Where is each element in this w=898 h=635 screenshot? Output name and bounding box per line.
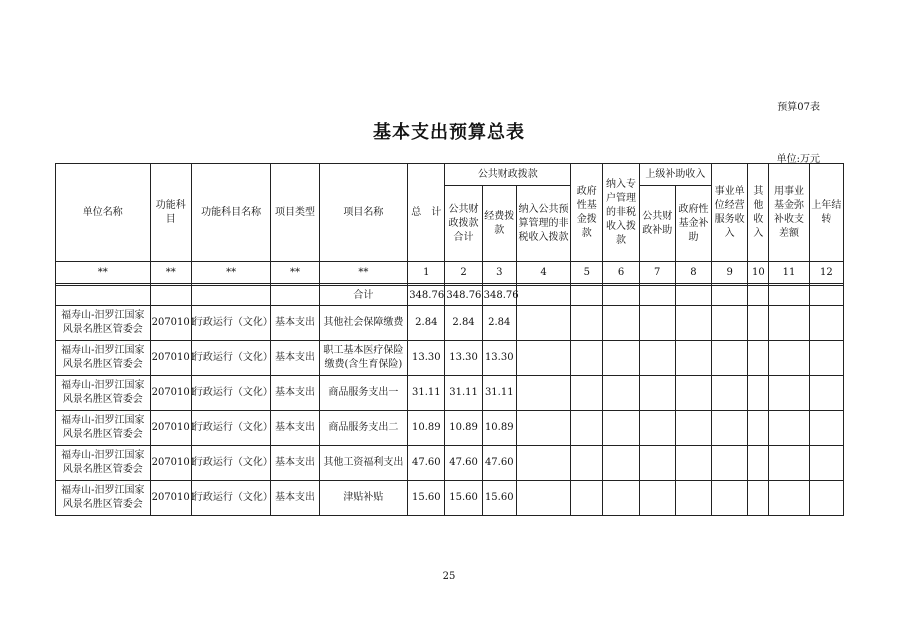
func-code-cell: 2070101	[150, 376, 191, 411]
empty-cell	[748, 306, 769, 341]
func-code-cell: 2070101	[150, 411, 191, 446]
empty-cell	[603, 446, 639, 481]
func-name-cell: 行政运行（文化）	[191, 306, 271, 341]
col-service-income: 事业单位经营服务收入	[712, 164, 748, 262]
index-cell: 7	[639, 262, 675, 284]
col-operating: 经费拨款	[482, 186, 516, 262]
unit-name-cell: 福寿山-汨罗江国家风景名胜区管委会	[56, 376, 151, 411]
empty-cell	[769, 446, 809, 481]
empty-cell	[712, 306, 748, 341]
index-cell: 6	[603, 262, 639, 284]
empty-cell	[639, 481, 675, 516]
empty-cell	[571, 446, 603, 481]
col-other-income: 其他收入	[748, 164, 769, 262]
public-total-cell: 31.11	[445, 376, 482, 411]
table-row	[56, 306, 844, 341]
index-cell: **	[150, 262, 191, 284]
index-cell: 10	[748, 262, 769, 284]
empty-cell	[571, 341, 603, 376]
empty-cell	[571, 376, 603, 411]
func-code-cell: 2070101	[150, 306, 191, 341]
operating-cell: 15.60	[482, 481, 516, 516]
total-operating-value: 348.76	[482, 286, 516, 306]
empty-cell	[748, 341, 769, 376]
col-superior-fund: 政府性基金补助	[675, 186, 711, 262]
empty-cell	[675, 411, 711, 446]
empty-cell	[809, 306, 843, 341]
empty-cell	[712, 481, 748, 516]
page-number: 25	[442, 571, 456, 582]
item-type-cell: 基本支出	[271, 446, 319, 481]
index-cell: 12	[809, 262, 843, 284]
empty-cell	[675, 341, 711, 376]
func-name-cell: 行政运行（文化）	[191, 446, 271, 481]
unit-name-cell: 福寿山-汨罗江国家风景名胜区管委会	[56, 341, 151, 376]
page-title: 基本支出预算总表	[373, 122, 525, 143]
total-label: 合计	[319, 286, 408, 306]
col-gov-fund: 政府性基金拨款	[571, 164, 603, 262]
col-func-name: 功能科目名称	[191, 164, 271, 262]
col-carryover: 上年结转	[809, 164, 843, 262]
empty-cell	[516, 376, 570, 411]
header-row-1	[56, 164, 844, 186]
col-superior-group: 上级补助收入	[639, 164, 711, 186]
total-public-value: 348.76	[445, 286, 482, 306]
col-func-code: 功能科目	[150, 164, 191, 262]
item-name-cell: 其他工资福利支出	[319, 446, 408, 481]
empty-cell	[603, 306, 639, 341]
table-row	[56, 481, 844, 516]
item-name-cell: 商品服务支出二	[319, 411, 408, 446]
col-special-nontax: 纳入专户管理的非税收入拨款	[603, 164, 639, 262]
total-value: 348.76	[408, 286, 445, 306]
empty-cell	[769, 481, 809, 516]
total-cell: 10.89	[408, 411, 445, 446]
total-cell: 47.60	[408, 446, 445, 481]
public-total-cell: 15.60	[445, 481, 482, 516]
empty-cell	[809, 376, 843, 411]
unit-name-cell: 福寿山-汨罗江国家风景名胜区管委会	[56, 306, 151, 341]
empty-cell	[603, 411, 639, 446]
col-item-type: 项目类型	[271, 164, 319, 262]
col-public-total: 公共财政拨款合计	[445, 186, 482, 262]
unit-name-cell: 福寿山-汨罗江国家风景名胜区管委会	[56, 446, 151, 481]
func-name-cell: 行政运行（文化）	[191, 376, 271, 411]
func-name-cell: 行政运行（文化）	[191, 481, 271, 516]
unit-label: 单位:万元	[776, 154, 820, 165]
empty-cell	[712, 446, 748, 481]
public-total-cell: 13.30	[445, 341, 482, 376]
empty-cell	[639, 376, 675, 411]
empty-cell	[516, 446, 570, 481]
index-cell: 4	[516, 262, 570, 284]
func-code-cell: 2070101	[150, 446, 191, 481]
empty-cell	[571, 481, 603, 516]
unit-name-cell: 福寿山-汨罗江国家风景名胜区管委会	[56, 411, 151, 446]
item-type-cell: 基本支出	[271, 481, 319, 516]
col-fund-balance: 用事业基金弥补收支差额	[769, 164, 809, 262]
empty-cell	[748, 376, 769, 411]
empty-cell	[639, 446, 675, 481]
empty-cell	[712, 341, 748, 376]
index-cell: **	[191, 262, 271, 284]
empty-cell	[675, 306, 711, 341]
operating-cell: 47.60	[482, 446, 516, 481]
total-row	[56, 286, 844, 306]
empty-cell	[809, 481, 843, 516]
index-cell: 2	[445, 262, 482, 284]
index-cell: 1	[408, 262, 445, 284]
item-name-cell: 其他社会保障缴费	[319, 306, 408, 341]
empty-cell	[516, 341, 570, 376]
table-row	[56, 446, 844, 481]
item-name-cell: 津贴补贴	[319, 481, 408, 516]
item-type-cell: 基本支出	[271, 376, 319, 411]
empty-cell	[639, 306, 675, 341]
table-row	[56, 341, 844, 376]
index-cell: **	[56, 262, 151, 284]
empty-cell	[748, 411, 769, 446]
empty-cell	[748, 481, 769, 516]
empty-cell	[769, 341, 809, 376]
item-name-cell: 商品服务支出一	[319, 376, 408, 411]
index-cell: **	[319, 262, 408, 284]
col-superior-public: 公共财政补助	[639, 186, 675, 262]
func-name-cell: 行政运行（文化）	[191, 341, 271, 376]
empty-cell	[516, 481, 570, 516]
func-code-cell: 2070101	[150, 341, 191, 376]
empty-cell	[769, 306, 809, 341]
unit-name-cell: 福寿山-汨罗江国家风景名胜区管委会	[56, 481, 151, 516]
func-code-cell: 2070101	[150, 481, 191, 516]
table-row	[56, 376, 844, 411]
index-cell: 5	[571, 262, 603, 284]
index-cell: 8	[675, 262, 711, 284]
public-total-cell: 10.89	[445, 411, 482, 446]
func-name-cell: 行政运行（文化）	[191, 411, 271, 446]
table-row	[56, 411, 844, 446]
operating-cell: 10.89	[482, 411, 516, 446]
empty-cell	[639, 341, 675, 376]
empty-cell	[712, 411, 748, 446]
public-total-cell: 47.60	[445, 446, 482, 481]
empty-cell	[809, 446, 843, 481]
item-type-cell: 基本支出	[271, 341, 319, 376]
empty-cell	[712, 376, 748, 411]
empty-cell	[603, 481, 639, 516]
empty-cell	[809, 341, 843, 376]
index-row	[56, 262, 844, 284]
empty-cell	[516, 411, 570, 446]
empty-cell	[571, 306, 603, 341]
empty-cell	[769, 411, 809, 446]
col-public-group: 公共财政拨款	[445, 164, 571, 186]
empty-cell	[748, 446, 769, 481]
budget-table	[55, 163, 844, 516]
total-cell: 2.84	[408, 306, 445, 341]
empty-cell	[516, 306, 570, 341]
operating-cell: 13.30	[482, 341, 516, 376]
operating-cell: 2.84	[482, 306, 516, 341]
operating-cell: 31.11	[482, 376, 516, 411]
empty-cell	[675, 481, 711, 516]
item-name-cell: 职工基本医疗保险缴费(含生育保险)	[319, 341, 408, 376]
index-cell: 3	[482, 262, 516, 284]
index-cell: **	[271, 262, 319, 284]
empty-cell	[603, 376, 639, 411]
empty-cell	[675, 446, 711, 481]
index-cell: 9	[712, 262, 748, 284]
empty-cell	[571, 411, 603, 446]
item-type-cell: 基本支出	[271, 411, 319, 446]
total-cell: 13.30	[408, 341, 445, 376]
col-nontax-public: 纳入公共预算管理的非税收入拨款	[516, 186, 570, 262]
empty-cell	[675, 376, 711, 411]
table-code: 预算07表	[777, 102, 820, 113]
col-item-name: 项目名称	[319, 164, 408, 262]
index-cell: 11	[769, 262, 809, 284]
col-unit-name: 单位名称	[56, 164, 151, 262]
col-total: 总 计	[408, 164, 445, 262]
total-cell: 31.11	[408, 376, 445, 411]
empty-cell	[603, 341, 639, 376]
total-cell: 15.60	[408, 481, 445, 516]
empty-cell	[809, 411, 843, 446]
public-total-cell: 2.84	[445, 306, 482, 341]
empty-cell	[769, 376, 809, 411]
empty-cell	[639, 411, 675, 446]
item-type-cell: 基本支出	[271, 306, 319, 341]
